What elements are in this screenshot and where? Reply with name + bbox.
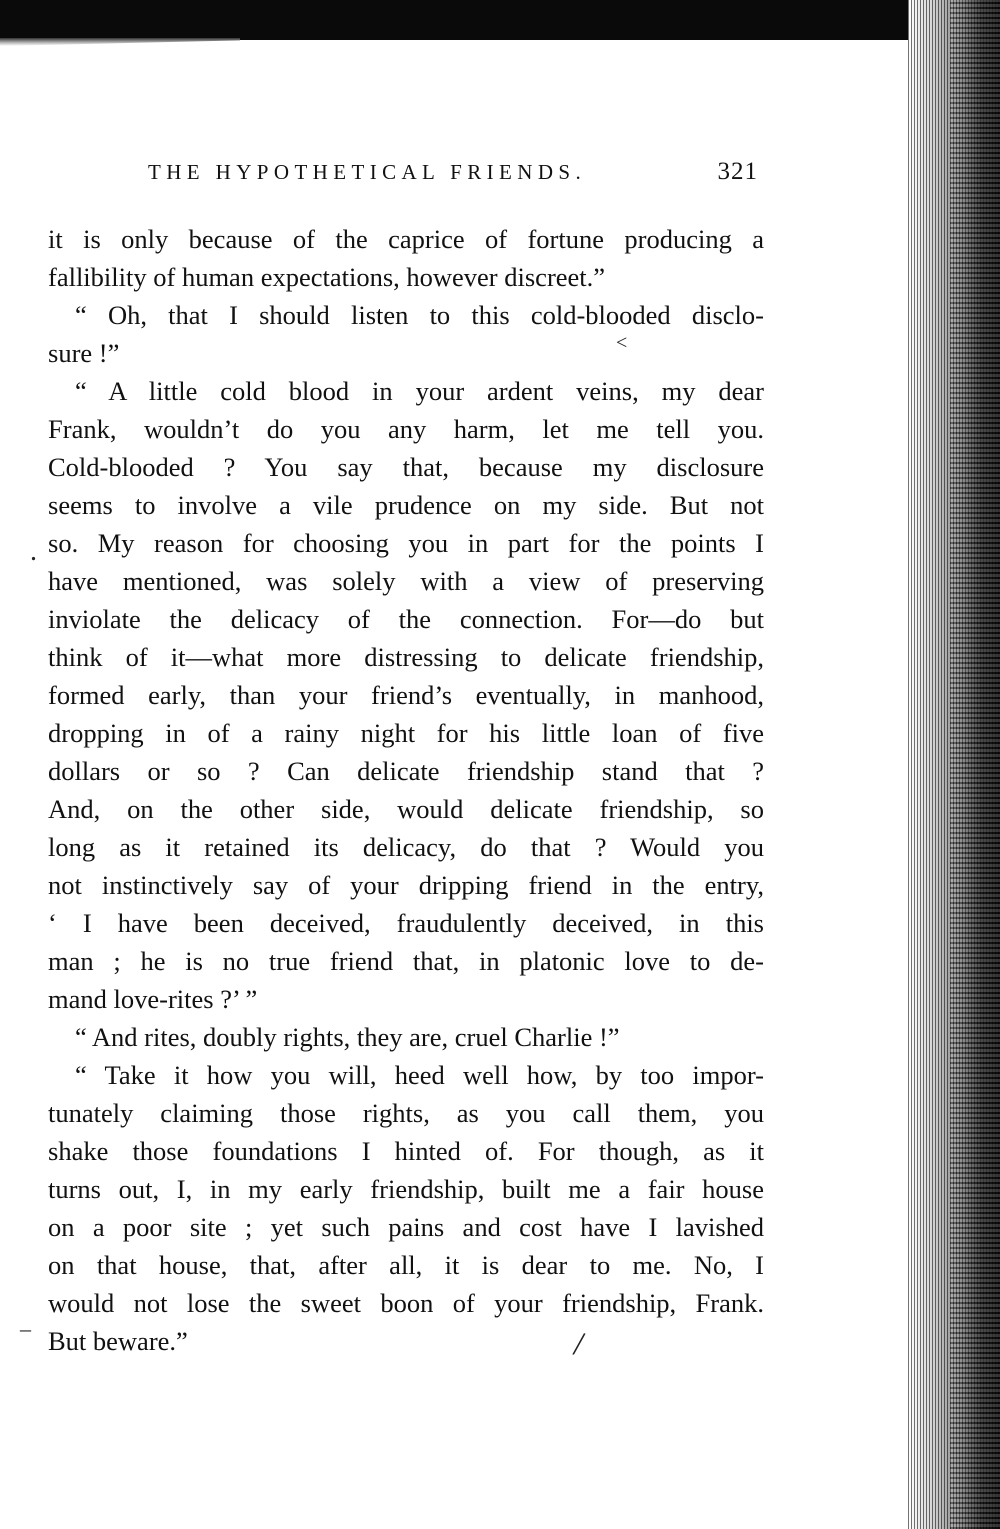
text-line: “ A little cold blood in your ardent veins, my dear (75, 376, 764, 406)
text-line: it is only because of the caprice of fortune producing a (48, 224, 764, 254)
text-line: And, on the other side, would delicate friendship, so (48, 794, 764, 824)
running-head (148, 158, 758, 188)
text-line: turns out, I, in my early friendship, built me a fair house (48, 1174, 764, 1204)
text-line: sure !” (48, 338, 120, 368)
running-title: THE HYPOTHETICAL FRIENDS. (148, 160, 587, 184)
text-line: man ; he is no true friend that, in platonic love to de- (48, 946, 764, 976)
text-line: long as it retained its delicacy, do that ? Would you (48, 832, 764, 862)
text-line: formed early, than your friend’s eventually, in manhood, (48, 680, 764, 710)
text-line: shake those foundations I hinted of. For though, as it (48, 1136, 764, 1166)
book-spine-texture (950, 0, 1000, 1529)
text-line: think of it—what more distressing to delicate friendship, (48, 642, 764, 672)
page-number: 321 (717, 158, 758, 185)
text-line: seems to involve a vile prudence on my side. But not (48, 490, 764, 520)
text-line: on a poor site ; yet such pains and cost have I lavished (48, 1212, 764, 1242)
text-line: dollars or so ? Can delicate friendship stand that ? (48, 756, 764, 786)
scan-top-border (0, 0, 1000, 40)
text-line: would not lose the sweet boon of your friendship, Frank. (48, 1288, 764, 1318)
stray-mark: . (30, 536, 37, 567)
text-line: ‘ I have been deceived, fraudulently deceived, in this (48, 908, 764, 938)
text-line: But beware.” (48, 1326, 188, 1356)
text-line: “ Oh, that I should listen to this cold-blooded disclo- (75, 300, 764, 330)
text-line: “ And rites, doubly rights, they are, cruel Charlie !” (75, 1022, 620, 1052)
text-line: inviolate the delicacy of the connection. For—do but (48, 604, 764, 634)
text-line: “ Take it how you will, heed well how, by too impor- (75, 1060, 764, 1090)
text-line: tunately claiming those rights, as you call them, you (48, 1098, 764, 1128)
text-line: have mentioned, was solely with a view of preserving (48, 566, 764, 596)
stray-pencil-mark: / (570, 1325, 587, 1364)
text-line: on that house, that, after all, it is dear to me. No, I (48, 1250, 764, 1280)
text-line: Frank, wouldn’t do you any harm, let me tell you. (48, 414, 764, 444)
text-line: Cold-blooded ? You say that, because my disclosure (48, 452, 764, 482)
text-line: not instinctively say of your dripping friend in the entry, (48, 870, 764, 900)
text-line: dropping in of a rainy night for his little loan of five (48, 718, 764, 748)
text-line: fallibility of human expectations, however discreet.” (48, 262, 606, 292)
stray-mark: – (20, 1316, 31, 1341)
scan-top-border-fade (0, 38, 240, 46)
body-text (48, 220, 764, 1360)
text-line: mand love-rites ?’ ” (48, 984, 258, 1014)
stray-mark: ˂ (616, 332, 628, 354)
text-line: so. My reason for choosing you in part for the points I (48, 528, 764, 558)
